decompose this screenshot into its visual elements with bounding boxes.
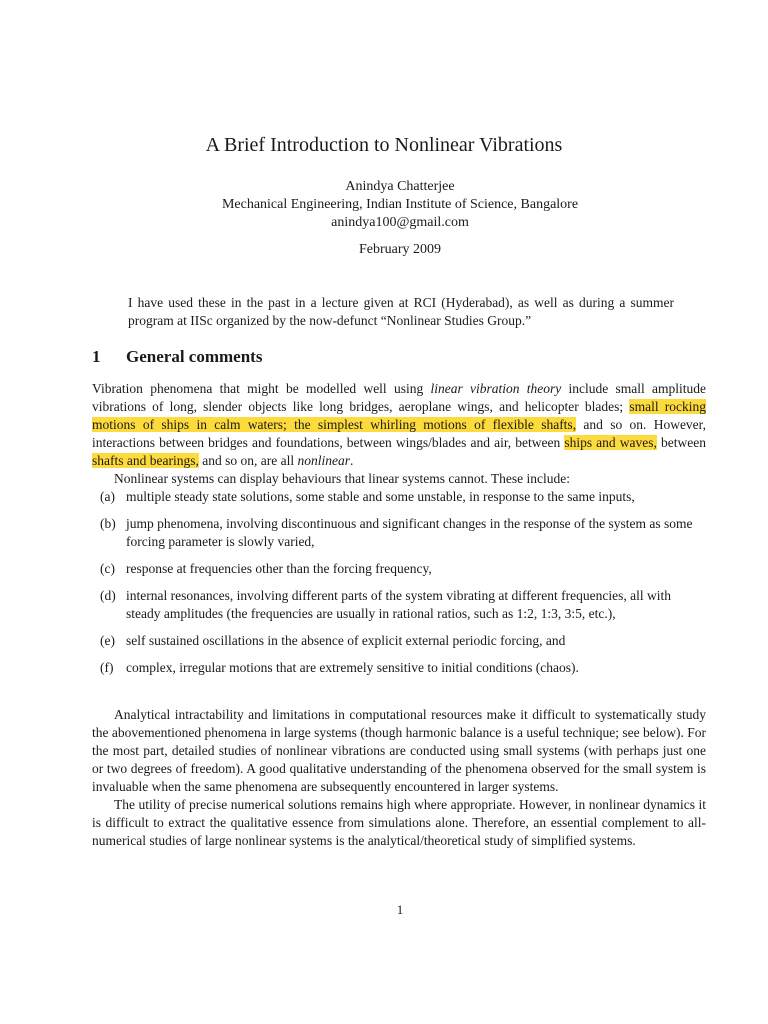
page-number: 1 bbox=[396, 902, 404, 917]
author-name: Anindya Chatterjee bbox=[345, 179, 455, 194]
list-marker: (d) bbox=[100, 588, 116, 603]
emphasis-linear-vibration-theory: linear vibration theory bbox=[430, 381, 562, 396]
list-marker: (e) bbox=[100, 633, 115, 648]
paragraph-linear-vs-nonlinear bbox=[92, 380, 706, 470]
author-email: anindya100@gmail.com bbox=[331, 215, 469, 230]
section-number: 1 bbox=[92, 347, 101, 366]
para1-text-3: and so on. However, interactions between bridges and foundations, between wings/blades and air, between bbox=[92, 417, 707, 450]
body-paragraphs-bottom bbox=[92, 706, 706, 850]
abstract-note: I have used these in the past in a lecture given at RCI (Hyderabad), as well as during a summer program at IISc organized by the now-defunct “Nonlinear Studies Group.” bbox=[128, 295, 674, 328]
section-heading bbox=[92, 347, 262, 367]
list-item bbox=[92, 560, 706, 578]
paragraph-analytical-intractability: Analytical intractability and limitations in computational resources make it difficult to systematically study the abovementioned phenomena in large systems (though harmonic balance is a useful technique; see below). For the most part, detailed studies of nonlinear vibrations are conducted using small systems (with perhaps just one or two degrees of freedom). A good qualitative understanding of the phenomena observed for the small system is invaluable when the same phenomena are subsequently encountered in larger systems. bbox=[92, 707, 706, 794]
list-marker: (c) bbox=[100, 561, 115, 576]
para1-text-2: include small amplitude vibrations of long, slender objects like long bridges, aeroplane wings, and helicopter blades; bbox=[92, 381, 706, 414]
paper-date: February 2009 bbox=[358, 242, 442, 257]
list-marker: (a) bbox=[100, 489, 115, 504]
list-item-text: complex, irregular motions that are extremely sensitive to initial conditions (chaos). bbox=[126, 660, 579, 675]
paper-title: A Brief Introduction to Nonlinear Vibrations bbox=[205, 134, 563, 156]
list-item-text: jump phenomena, involving discontinuous and significant changes in the response of the system as some forcing parameter is slowly varied, bbox=[126, 516, 693, 549]
list-item bbox=[92, 587, 706, 623]
para1-text-4: between bbox=[656, 435, 706, 450]
list-item bbox=[92, 659, 706, 677]
list-item bbox=[92, 488, 706, 506]
list-item-text: self sustained oscillations in the absence of explicit external periodic forcing, and bbox=[126, 633, 566, 648]
author-affiliation: Mechanical Engineering, Indian Institute of Science, Bangalore bbox=[221, 197, 579, 212]
body-paragraphs-top bbox=[92, 380, 706, 488]
emphasis-nonlinear: nonlinear bbox=[297, 453, 350, 468]
behaviours-list bbox=[92, 488, 706, 686]
highlight-shafts-and-bearings: shafts and bearings, bbox=[92, 453, 199, 468]
para1-text-6: . bbox=[349, 453, 354, 468]
highlight-ships-shafts: small rocking motions of ships in calm waters; the simplest whirling motions of flexible shafts, bbox=[92, 399, 706, 432]
paragraph-behaviours-intro: Nonlinear systems can display behaviours that linear systems cannot. These include: bbox=[114, 471, 571, 486]
para1-text-5: and so on, are all bbox=[198, 453, 298, 468]
paragraph-numerical-utility: The utility of precise numerical solutions remains high where appropriate. However, in nonlinear dynamics it is difficult to extract the qualitative essence from simulations alone. Therefore, an essential complement to all-numerical studies of large nonlinear systems is the analytical/theoretical study of simplified systems. bbox=[92, 797, 706, 848]
list-item-text: multiple steady state solutions, some stable and some unstable, in response to the same inputs, bbox=[126, 489, 635, 504]
list-item bbox=[92, 515, 706, 551]
list-marker: (f) bbox=[100, 660, 114, 675]
list-item-text: internal resonances, involving different parts of the system vibrating at different frequencies, all with steady amplitudes (the frequencies are usually in rational ratios, such as 1:2, 1:3, 3:5, etc.), bbox=[126, 588, 671, 621]
author-block bbox=[0, 178, 768, 232]
para1-text-1: Vibration phenomena that might be modelled well using bbox=[92, 381, 431, 396]
list-item bbox=[92, 632, 706, 650]
list-marker: (b) bbox=[100, 516, 116, 531]
highlight-ships-and-waves: ships and waves, bbox=[564, 435, 657, 450]
list-item-text: response at frequencies other than the forcing frequency, bbox=[126, 561, 432, 576]
section-title: General comments bbox=[126, 347, 263, 366]
